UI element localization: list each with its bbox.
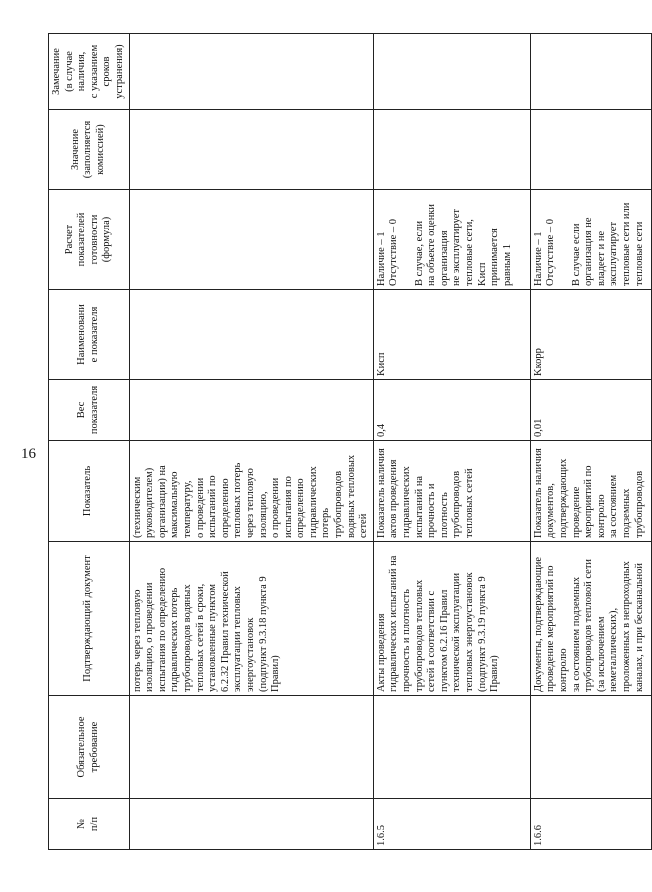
header-number: № п/п: [49, 799, 130, 850]
cell-calculation: [129, 190, 373, 290]
cell-value: [530, 110, 651, 190]
header-weight: Вес показателя: [49, 380, 130, 441]
cell-note: [129, 34, 373, 110]
table-header-row: [49, 34, 130, 850]
cell-indicator-name: Kисп: [373, 290, 530, 380]
cell-number: 1.6.6: [530, 799, 651, 850]
cell-indicator-name: Kкорр: [530, 290, 651, 380]
cell-number: [129, 799, 373, 850]
header-note: Замечание (в случае наличия, с указанием сроков устранения): [49, 34, 130, 110]
cell-requirement: [129, 696, 373, 799]
header-calculation: Расчет показателей готовности (формула): [49, 190, 130, 290]
table-row: [129, 34, 373, 850]
header-indicator: Показатель: [49, 441, 130, 542]
cell-note: [530, 34, 651, 110]
header-requirement: Обязательное требование: [49, 696, 130, 799]
cell-document: Акты проведения гидравлических испытаний на прочность и плотность трубопроводов тепловых сетей в соответствии с пунктом 6.2.16 Правил технической эксплуатации тепловых энергоустановок (подпункт 9.3.19 пункта 9 Правил): [373, 542, 530, 696]
page-number: 16: [21, 446, 36, 462]
cell-value: [373, 110, 530, 190]
cell-value: [129, 110, 373, 190]
cell-calculation: Наличие – 1 Отсутствие – 0 В случае если организация не владеет и не эксплуатирует тепловые сети или тепловые сети: [530, 190, 651, 290]
header-indicator-name: Наименовани е показателя: [49, 290, 130, 380]
cell-indicator: (техническим руководителем) организации) на максимальную температуру, о проведении испытаний по определению тепловых потерь через тепловую изоляцию, о проведении испытания по определению гидравлических потерь трубопроводов водяных тепловых сетей: [129, 441, 373, 542]
cell-number: 1.6.5: [373, 799, 530, 850]
cell-document: Документы, подтверждающие проведение мероприятий по контролю за состоянием подземных трубопроводов тепловой сети (за исключением неметаллических), проложенных в непроходных каналах, и при бесканальной: [530, 542, 651, 696]
header-value: Значение (заполняется комиссией): [49, 110, 130, 190]
header-document: Подтверждающий документ: [49, 542, 130, 696]
cell-document: потерь через тепловую изоляцию, о проведении испытания по определению гидравлических потерь трубопроводов водяных тепловых сетей в сроки, установленные пунктом 6.2.32 Правил технической эксплуатации тепловых энергоустановок (подпункт 9.3.18 пункта 9 Правил): [129, 542, 373, 696]
cell-weight: 0,01: [530, 380, 651, 441]
requirements-table: [48, 33, 652, 850]
cell-indicator: Показатель наличия актов проведения гидравлических испытаний на прочность и плотность трубопроводов тепловых сетей: [373, 441, 530, 542]
cell-weight: [129, 380, 373, 441]
cell-indicator: Показатель наличия документов, подтверждающих проведение мероприятий по контролю за состоянием подземных трубопроводов: [530, 441, 651, 542]
cell-weight: 0,4: [373, 380, 530, 441]
table-row: [530, 34, 651, 850]
cell-requirement: [373, 696, 530, 799]
cell-requirement: [530, 696, 651, 799]
cell-indicator-name: [129, 290, 373, 380]
cell-calculation: Наличие – 1 Отсутствие – 0 В случае, если на объекте оценки организация не эксплуатирует тепловые сети, Kисп принимается равным 1: [373, 190, 530, 290]
cell-note: [373, 34, 530, 110]
table-row: [373, 34, 530, 850]
